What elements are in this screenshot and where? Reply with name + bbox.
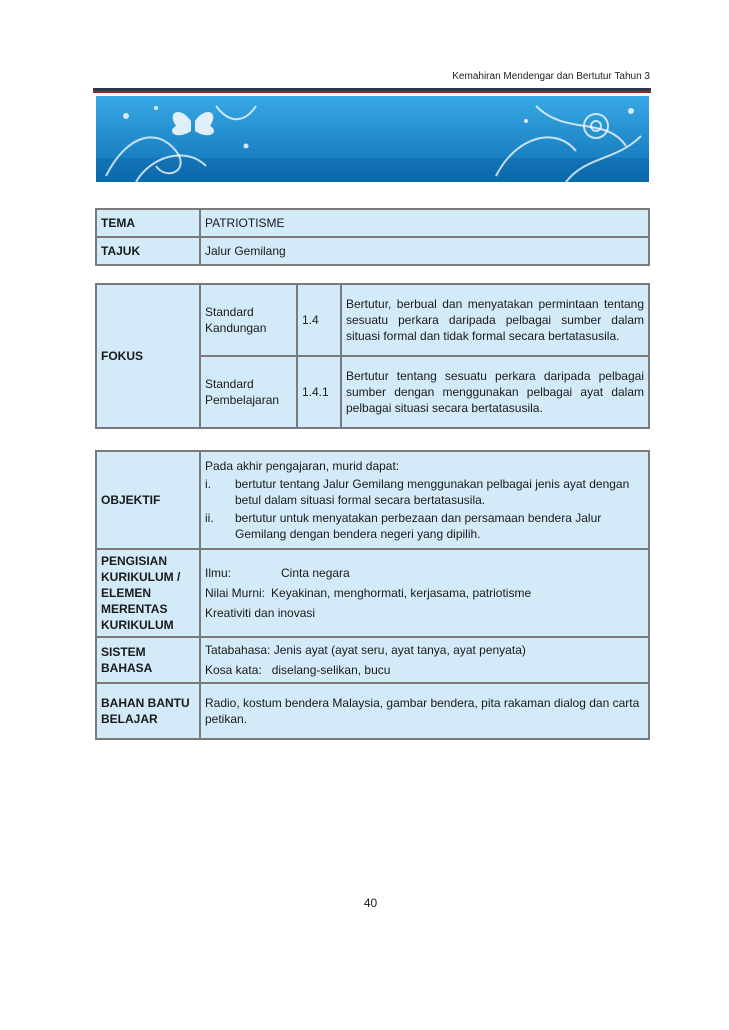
pengisian-label: PENGISIAN KURIKULUM / ELEMEN MERENTAS KURIKULUM bbox=[97, 550, 199, 636]
tajuk-value: Jalur Gemilang bbox=[201, 238, 648, 264]
objektif-content bbox=[201, 452, 648, 548]
tema-tajuk-table bbox=[95, 208, 650, 266]
objektif-table bbox=[95, 450, 650, 740]
list-number: ii. bbox=[205, 511, 214, 525]
fokus-label: FOKUS bbox=[97, 285, 199, 427]
nilai-line bbox=[205, 583, 644, 603]
list-text: bertutur untuk menyatakan perbezaan dan persamaan bendera Jalur Gemilang dengan bendera negeri yang dipilih. bbox=[235, 511, 602, 541]
tema-value: PATRIOTISME bbox=[201, 210, 648, 236]
kosa-value: diselang-selikan, bucu bbox=[271, 663, 391, 677]
list-item bbox=[205, 510, 644, 542]
kreativiti-line: Kreativiti dan inovasi bbox=[205, 606, 316, 620]
sistem-content bbox=[201, 638, 648, 682]
bahan-content: Radio, kostum bendera Malaysia, gambar bendera, pita rakaman dialog dan carta petikan. bbox=[201, 684, 648, 738]
tatabahasa-line: Tatabahasa: Jenis ayat (ayat seru, ayat tanya, ayat penyata) bbox=[205, 643, 526, 657]
ilmu-value: Cinta negara bbox=[281, 566, 350, 580]
running-header: Kemahiran Mendengar dan Bertutur Tahun 3 bbox=[452, 71, 650, 82]
fokus-table bbox=[95, 283, 650, 429]
decorative-banner bbox=[96, 96, 649, 182]
nilai-label: Nilai Murni: bbox=[205, 586, 266, 600]
page-number: 40 bbox=[363, 896, 378, 910]
objektif-intro: Pada akhir pengajaran, murid dapat: bbox=[205, 459, 400, 473]
objektif-label: OBJEKTIF bbox=[97, 452, 199, 548]
header-rule-accent bbox=[93, 91, 651, 93]
bahan-label: BAHAN BANTU BELAJAR bbox=[97, 684, 199, 738]
bahan-row bbox=[97, 684, 648, 738]
objektif-list bbox=[205, 476, 644, 542]
tajuk-row bbox=[97, 238, 648, 264]
standard-code: 1.4.1 bbox=[298, 357, 340, 427]
tajuk-label: TAJUK bbox=[97, 238, 199, 264]
tema-label: TEMA bbox=[97, 210, 199, 236]
standard-text: Bertutur tentang sesuatu perkara daripada pelbagai sumber dengan menggunakan pelbagai ayat dalam pelbagai situasi secara bertatasusila. bbox=[342, 357, 648, 427]
sistem-label: SISTEM BAHASA bbox=[97, 638, 199, 682]
list-item bbox=[205, 476, 644, 508]
fokus-row-kandungan bbox=[97, 285, 648, 355]
ilmu-line bbox=[205, 563, 644, 583]
pengisian-row bbox=[97, 550, 648, 636]
kosa-line bbox=[205, 660, 644, 680]
list-number: i. bbox=[205, 477, 211, 491]
tema-row bbox=[97, 210, 648, 236]
ilmu-label: Ilmu: bbox=[205, 566, 232, 580]
standard-code: 1.4 bbox=[298, 285, 340, 355]
pengisian-content bbox=[201, 550, 648, 636]
sistem-row bbox=[97, 638, 648, 682]
standard-type: Standard Kandungan bbox=[201, 285, 296, 355]
kosa-label: Kosa kata: bbox=[205, 663, 262, 677]
objektif-row bbox=[97, 452, 648, 548]
standard-type: Standard Pembelajaran bbox=[201, 357, 296, 427]
list-text: bertutur tentang Jalur Gemilang menggunakan pelbagai jenis ayat dengan betul dalam situasi formal secara bertatasusila. bbox=[235, 477, 630, 507]
nilai-value: Keyakinan, menghormati, kerjasama, patriotisme bbox=[271, 586, 532, 600]
standard-text: Bertutur, berbual dan menyatakan permintaan tentang sesuatu perkara daripada pelbagai sumber dalam situasi formal dan tidak formal secara bertatasusila. bbox=[342, 285, 648, 355]
